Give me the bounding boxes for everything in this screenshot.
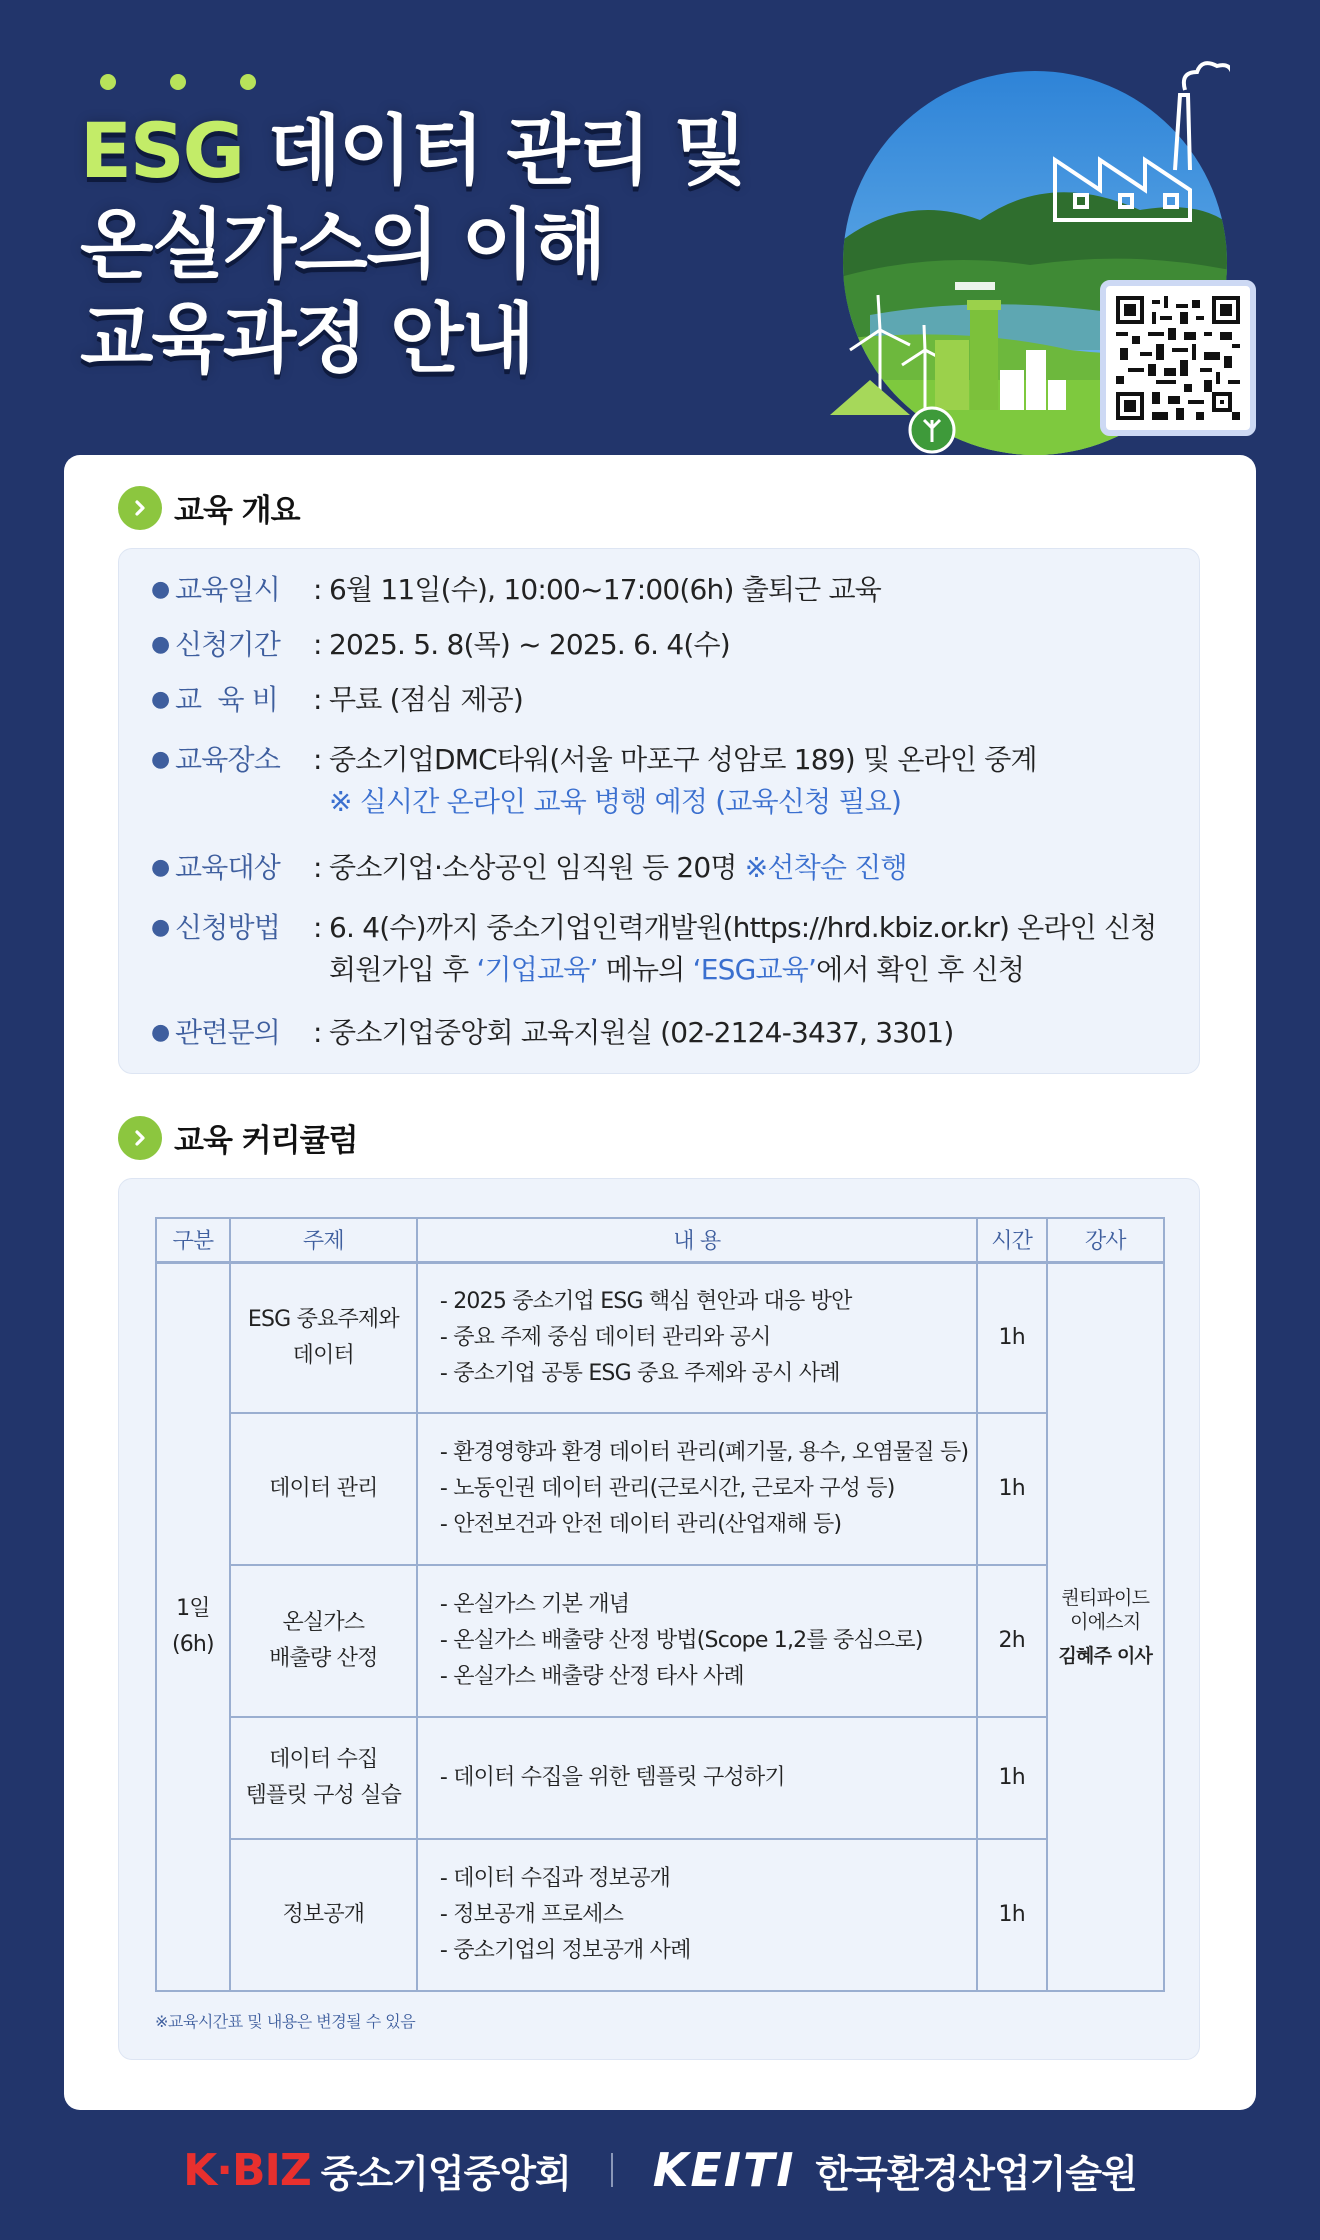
table-row: 데이터 수집 템플릿 구성 실습 - 데이터 수집을 위한 템플릿 구성하기 1h: [156, 1717, 1164, 1839]
overview-row-fee: ● 교 육 비 : 무료 (점심 제공): [151, 683, 523, 716]
kbiz-brand: [183, 2143, 571, 2198]
page-title: ESG 데이터 관리 및 온실가스의 이해 교육과정 안내: [80, 106, 745, 383]
chevron-right-icon: [118, 486, 162, 530]
overview-row-method: ● 신청방법 : 6. 4(수)까지 중소기업인력개발원(https://hrd.kbiz.or.kr) 온라인 신청 회원가입 후 ‘기업교육’ 메뉴의 ‘ESG교육’에서 확인 후 신청: [151, 911, 1157, 986]
table-header-row: 구분 주제 내 용 시간 강사: [156, 1218, 1164, 1262]
overview-row-contact: ● 관련문의 : 중소기업중앙회 교육지원실 (02-2124-3437, 3301): [151, 1016, 954, 1049]
instructor-cell: 퀀티파이드 이에스지 김혜주 이사: [1047, 1262, 1164, 1991]
overview-row-venue: ● 교육장소 : 중소기업DMC타워(서울 마포구 성암로 189) 및 온라인 중계 ※ 실시간 온라인 교육 병행 예정 (교육신청 필요): [151, 743, 1037, 818]
kbiz-name: 중소기업중앙회: [320, 2151, 571, 2196]
day-cell: 1일 (6h): [156, 1262, 230, 1991]
curriculum-heading: 교육 커리큘럼: [118, 1115, 357, 1160]
table-row: 데이터 관리 - 환경영향과 환경 데이터 관리(폐기물, 용수, 오염물질 등) - 노동인권 데이터 관리(근로시간, 근로자 구성 등) - 안전보건과 안전 데이터 관리(산업재해 등) 1h: [156, 1413, 1164, 1565]
curriculum-note: ※교육시간표 및 내용은 변경될 수 있음: [155, 2012, 416, 2031]
overview-heading: 교육 개요: [118, 485, 300, 530]
info-card: [64, 455, 1256, 2110]
curriculum-table: [155, 1217, 1165, 1992]
kbiz-logo: K·BIZ: [183, 2144, 311, 2196]
overview-row-period: ● 신청기간 : 2025. 5. 8(목) ~ 2025. 6. 4(수): [151, 628, 730, 661]
overview-row-target: ● 교육대상 : 중소기업·소상공인 임직원 등 20명 ※선착순 진행: [151, 851, 907, 884]
overview-box: [118, 548, 1200, 1074]
table-row: 1일 (6h) ESG 중요주제와 데이터 - 2025 중소기업 ESG 핵심 현안과 대응 방안 - 중요 주제 중심 데이터 관리와 공시 - 중소기업 공통 ESG 중요 주제와 공시 사례 1h 퀀티파이드 이에스지 김혜주 이사: [156, 1262, 1164, 1413]
keiti-brand: [653, 2143, 1137, 2198]
keiti-logo: KEITI: [652, 2143, 796, 2197]
curriculum-box: [118, 1178, 1200, 2060]
footer-logos: [0, 2135, 1320, 2205]
title-dots: [100, 74, 256, 90]
overview-row-date: ● 교육일시 : 6월 11일(수), 10:00~17:00(6h) 출퇴근 교육: [151, 573, 882, 606]
qr-code[interactable]: [1100, 280, 1256, 436]
table-row: 정보공개 - 데이터 수집과 정보공개 - 정보공개 프로세스 - 중소기업의 정보공개 사례 1h: [156, 1839, 1164, 1991]
table-row: 온실가스 배출량 산정 - 온실가스 기본 개념 - 온실가스 배출량 산정 방법(Scope 1,2를 중심으로) - 온실가스 배출량 산정 타사 사례 2h: [156, 1565, 1164, 1717]
keiti-name: 한국환경산업기술원: [815, 2151, 1137, 2196]
footer-divider: [611, 2153, 613, 2187]
chevron-right-icon: [118, 1116, 162, 1160]
